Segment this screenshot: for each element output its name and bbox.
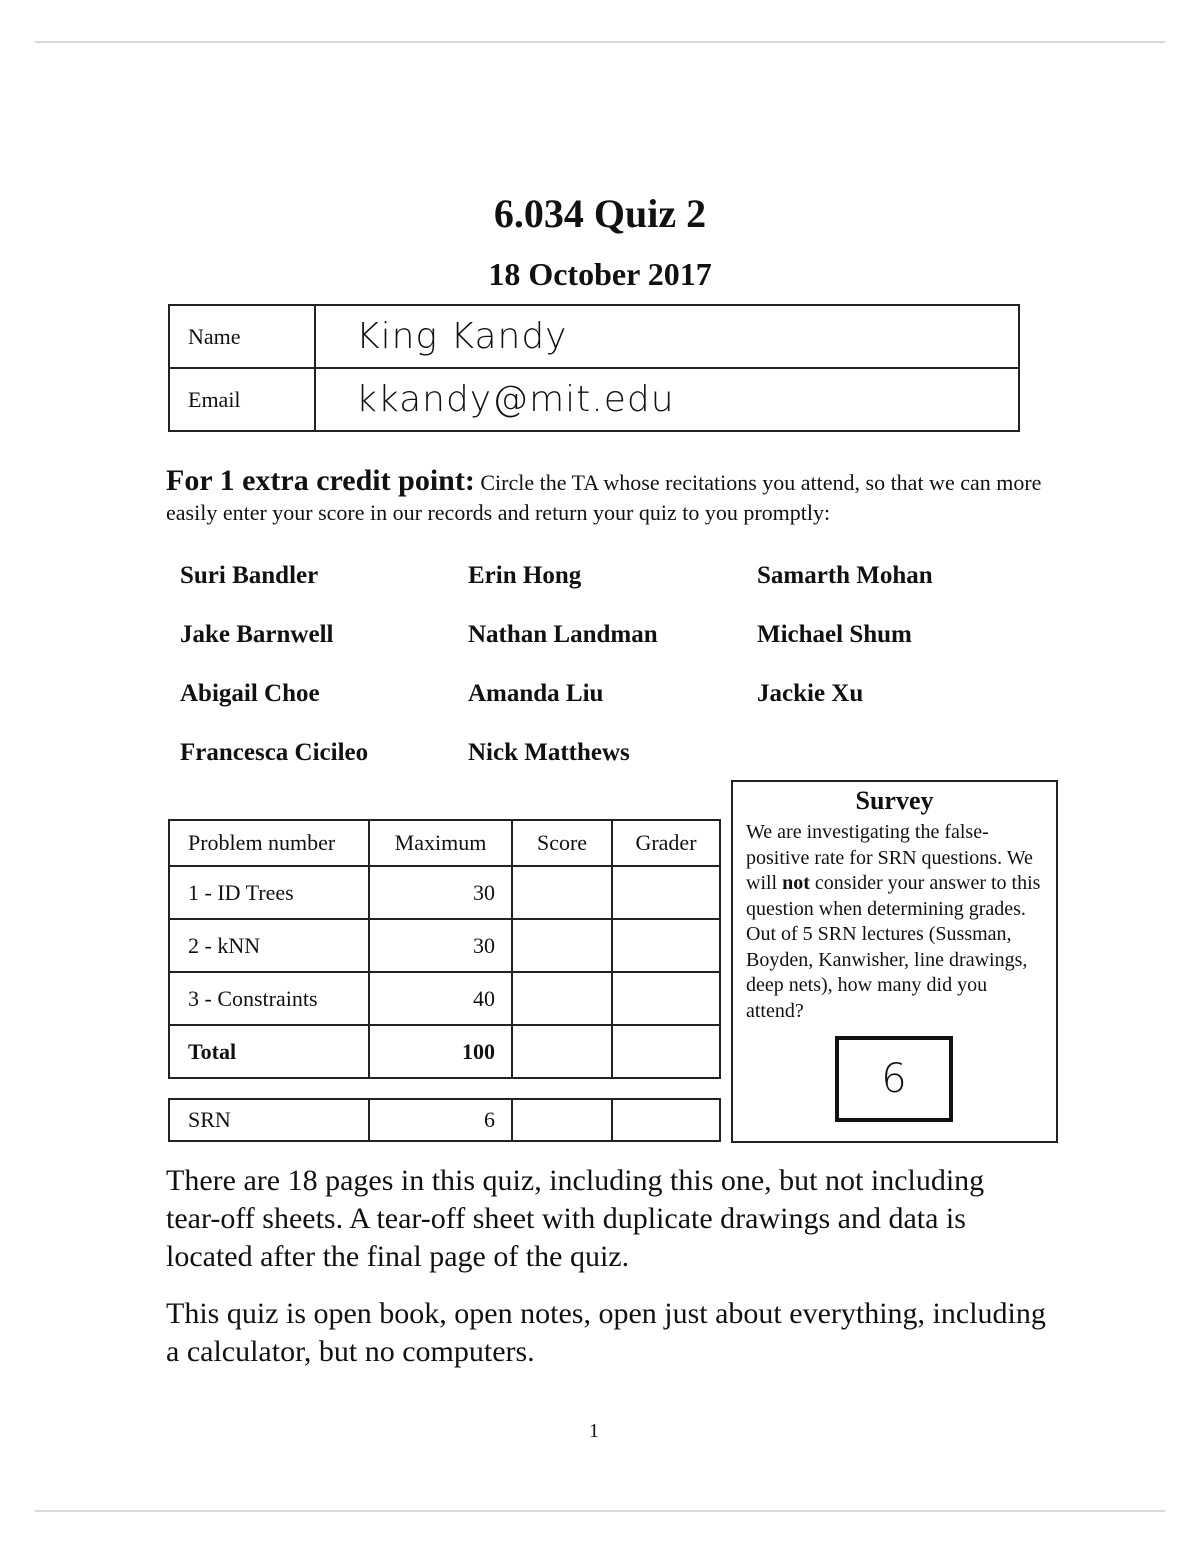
problem-cell: 2 - kNN: [169, 919, 369, 972]
header-problem: Problem number: [169, 820, 369, 866]
score-cell[interactable]: [512, 919, 612, 972]
name-row: [169, 305, 1019, 368]
header-grader: Grader: [612, 820, 720, 866]
srn-label: SRN: [169, 1099, 369, 1141]
ta-name[interactable]: Suri Bandler: [180, 562, 319, 589]
maximum-cell: 100: [369, 1025, 512, 1078]
score-cell[interactable]: [512, 972, 612, 1025]
survey-title: Survey: [855, 786, 934, 815]
ta-name[interactable]: Erin Hong: [468, 562, 582, 589]
extra-credit-instructions: [166, 466, 1046, 528]
grader-cell[interactable]: [612, 866, 720, 919]
survey-answer-box[interactable]: 6: [835, 1036, 953, 1122]
score-cell[interactable]: [512, 866, 612, 919]
grader-cell[interactable]: [612, 919, 720, 972]
srn-table: [168, 1098, 721, 1142]
name-label: Name: [169, 305, 315, 368]
extra-credit-lead: For 1 extra credit point:: [166, 464, 475, 497]
page-number: 1: [589, 1420, 599, 1442]
header-score: Score: [512, 820, 612, 866]
score-table: [168, 819, 721, 1079]
problem-cell: 1 - ID Trees: [169, 866, 369, 919]
score-table-header: [169, 820, 720, 866]
ta-name[interactable]: Nathan Landman: [468, 621, 658, 648]
srn-maximum: 6: [369, 1099, 512, 1141]
name-value[interactable]: King Kandy: [315, 305, 1019, 368]
top-divider: [35, 41, 1165, 43]
ta-name[interactable]: Abigail Choe: [180, 680, 320, 707]
instructions-paragraph-2: This quiz is open book, open notes, open just about everything, including a calculator, but no computers.: [166, 1297, 1046, 1368]
table-row: [169, 866, 720, 919]
problem-cell: 3 - Constraints: [169, 972, 369, 1025]
maximum-cell: 40: [369, 972, 512, 1025]
ta-name[interactable]: Samarth Mohan: [757, 562, 933, 589]
ta-name[interactable]: Michael Shum: [757, 621, 912, 648]
srn-row: [169, 1099, 720, 1141]
survey-text-before: We are investigating the false-positive rate for SRN questions. We will: [746, 821, 1033, 894]
grader-cell[interactable]: [612, 1025, 720, 1078]
survey-text-bold: not: [782, 872, 810, 894]
email-row: [169, 368, 1019, 431]
survey-text: [733, 816, 1056, 1024]
ta-name[interactable]: Nick Matthews: [468, 739, 630, 766]
extra-credit-text: Circle the TA whose recitations you attend, so that we can more easily enter your score in our records and return your quiz to you promptly:: [166, 470, 1042, 525]
bottom-divider: [35, 1510, 1165, 1512]
quiz-title: 6.034 Quiz 2: [493, 191, 707, 236]
maximum-cell: 30: [369, 866, 512, 919]
maximum-cell: 30: [369, 919, 512, 972]
survey-text-after: consider your answer to this question when determining grades. Out of 5 SRN lectures (Sussman, Boyden, Kanwisher, line drawings, deep nets), how many did you attend?: [746, 872, 1041, 1022]
score-cell[interactable]: [512, 1025, 612, 1078]
total-row: [169, 1025, 720, 1078]
grader-cell[interactable]: [612, 972, 720, 1025]
ta-name[interactable]: Jake Barnwell: [180, 621, 334, 648]
header-maximum: Maximum: [369, 820, 512, 866]
srn-grader-cell[interactable]: [612, 1099, 720, 1141]
ta-name[interactable]: Francesca Cicileo: [180, 739, 369, 766]
table-row: [169, 919, 720, 972]
ta-name[interactable]: Amanda Liu: [468, 680, 604, 707]
survey-box: [731, 780, 1058, 1143]
table-row: [169, 972, 720, 1025]
email-label: Email: [169, 368, 315, 431]
identity-table: [168, 304, 1020, 432]
quiz-date: 18 October 2017: [488, 256, 712, 292]
problem-cell: Total: [169, 1025, 369, 1078]
srn-score-cell[interactable]: [512, 1099, 612, 1141]
email-value[interactable]: kkandy@mit.edu: [315, 368, 1019, 431]
ta-name[interactable]: Jackie Xu: [757, 680, 864, 707]
instructions-paragraph-1: There are 18 pages in this quiz, including this one, but not including tear-off sheets. A tear-off sheet with duplicate drawings and data is located after the final page of the quiz.: [166, 1164, 985, 1273]
